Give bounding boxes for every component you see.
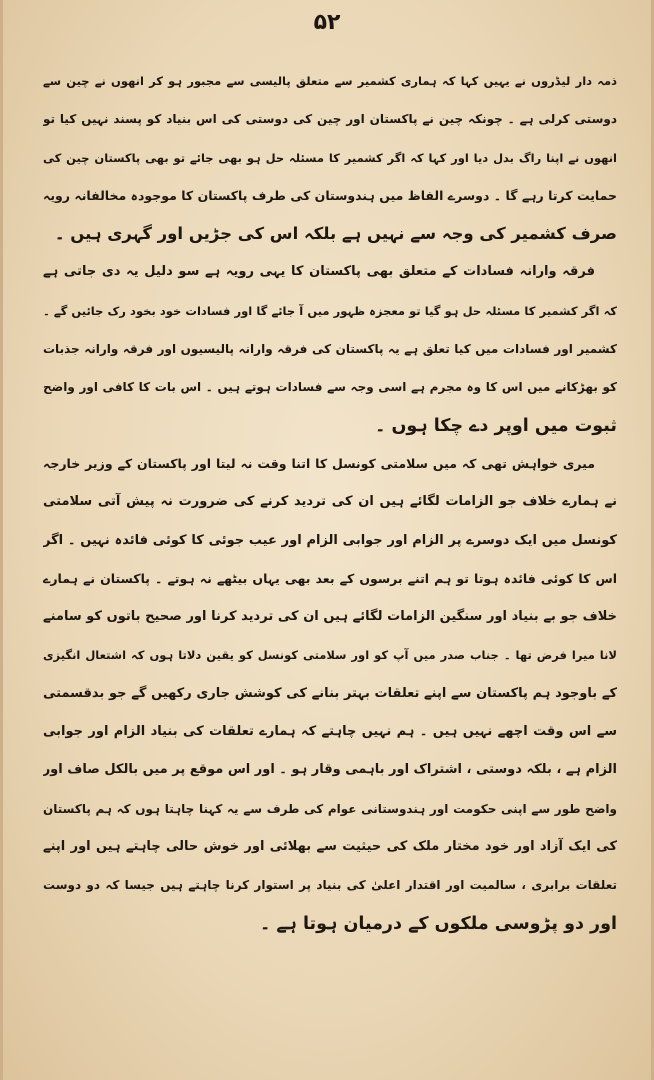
text-line: خلاف جو بے بنیاد اور سنگین الزامات لگائے ہیں ان کی تردید کرنا اور صحیح باتوں کو سامنے	[43, 609, 617, 625]
paragraph-3	[43, 445, 617, 943]
text-line: کہ اگر کشمیر کا مسئلہ حل ہو گیا تو معجزہ ظہور میں آ جائے گا اور فسادات خود بخود رک جائیں گے ۔	[43, 303, 617, 318]
text-line: اور دو پڑوسی ملکوں کے درمیان ہوتا ہے ۔	[260, 913, 617, 934]
text-line: کے باوجود ہم پاکستان سے اپنے تعلقات بہتر بنانے کی کوشش جاری رکھیں گے جو بدقسمتی	[43, 685, 617, 701]
text-line: صرف کشمیر کی وجہ سے نہیں ہے بلکہ اس کی جڑیں اور گہری ہیں ۔	[54, 224, 617, 244]
text-line: کو بھڑکانے میں اس کا وہ مجرم ہے اسی وجہ سے فسادات ہوتے ہیں ۔ اس بات کا کافی اور واضح	[43, 380, 617, 395]
paragraph-2	[43, 253, 617, 444]
text-line: میری خواہش تھی کہ میں سلامتی کونسل کا اتنا وقت نہ لیتا اور پاکستان کے وزیر خارجہ	[43, 455, 595, 471]
text-line: کی ایک آزاد اور خود مختار ملک کی حیثیت سے بھلائی اور خوش حالی چاہتے ہیں اور اپنے	[43, 838, 617, 854]
text-line: دوستی کرلی ہے ۔ چونکہ چین نے پاکستان اور چین کی دوستی کی اس بنیاد کو پسند نہیں کیا تو	[43, 112, 617, 127]
text-line: اس کا کوئی فائدہ ہوتا تو ہم اتنے برسوں کے بعد بھی یہاں بیٹھے نہ ہوتے ۔ پاکستان نے ہمارے	[43, 570, 617, 586]
text-line: کشمیر اور فسادات میں کیا تعلق ہے یہ پاکستان کی فرقہ وارانہ پالیسیوں اور فرقہ وارانہ جذبات	[43, 342, 617, 357]
text-line: فرقہ وارانہ فسادات کے متعلق بھی پاکستان کا یہی رویہ ہے سو دلیل یہ دی جاتی ہے	[43, 264, 595, 280]
text-line: تعلقات برابری ، سالمیت اور اقتدار اعلیٰ کی بنیاد پر استوار کرنا چاہتے ہیں جیسا کہ دو دوست	[43, 878, 617, 893]
paragraph-1	[43, 62, 617, 253]
text-line: واضح طور سے اپنی حکومت اور ہندوستانی عوام کی طرف سے یہ کہنا چاہتا ہوں کہ ہم پاکستان	[43, 801, 617, 816]
text-line: انھوں نے اپنا راگ بدل دیا اور کہا کہ اگر کشمیر کا مسئلہ حل ہو بھی جائے تو بھی پاکستان چین کی	[43, 150, 617, 165]
text-line: لانا میرا فرض تھا ۔ جناب صدر میں آپ کو اور سلامتی کونسل کو یقین دلاتا ہوں کہ اشتعال انگیزی	[43, 648, 617, 663]
page-body	[43, 62, 617, 943]
text-line: کونسل میں ایک دوسرے پر الزام اور جوابی الزام اور عیب جوئی کا کوئی فائدہ نہیں ۔ اگر	[43, 532, 617, 548]
text-line: الزام ہے ، بلکہ دوستی ، اشتراک اور باہمی وقار ہو ۔ اور اس موقع پر میں بالکل صاف اور	[43, 762, 617, 778]
text-line: نے ہمارے خلاف جو الزامات لگائے ہیں ان کی تردید کرنے کی ضرورت نہ پیش آتی سلامتی	[43, 494, 617, 510]
text-line: ذمہ دار لیڈروں نے یہیں کہا کہ ہماری کشمیر سے متعلق پالیسی سے مجبور ہو کر انھوں نے چین سے	[43, 74, 617, 88]
text-line: سے اس وقت اچھے نہیں ہیں ۔ ہم نہیں چاہتے کہ ہمارے تعلقات کی بنیاد الزام اور جوابی	[43, 724, 617, 740]
text-line: ثبوت میں اوپر دے چکا ہوں ۔	[375, 415, 617, 436]
text-line: حمایت کرتا رہے گا ۔ دوسرے الفاظ میں ہندوستان کی طرف پاکستان کا موجودہ مخالفانہ رویہ	[43, 187, 617, 203]
page-number: ۵۲	[313, 10, 341, 35]
